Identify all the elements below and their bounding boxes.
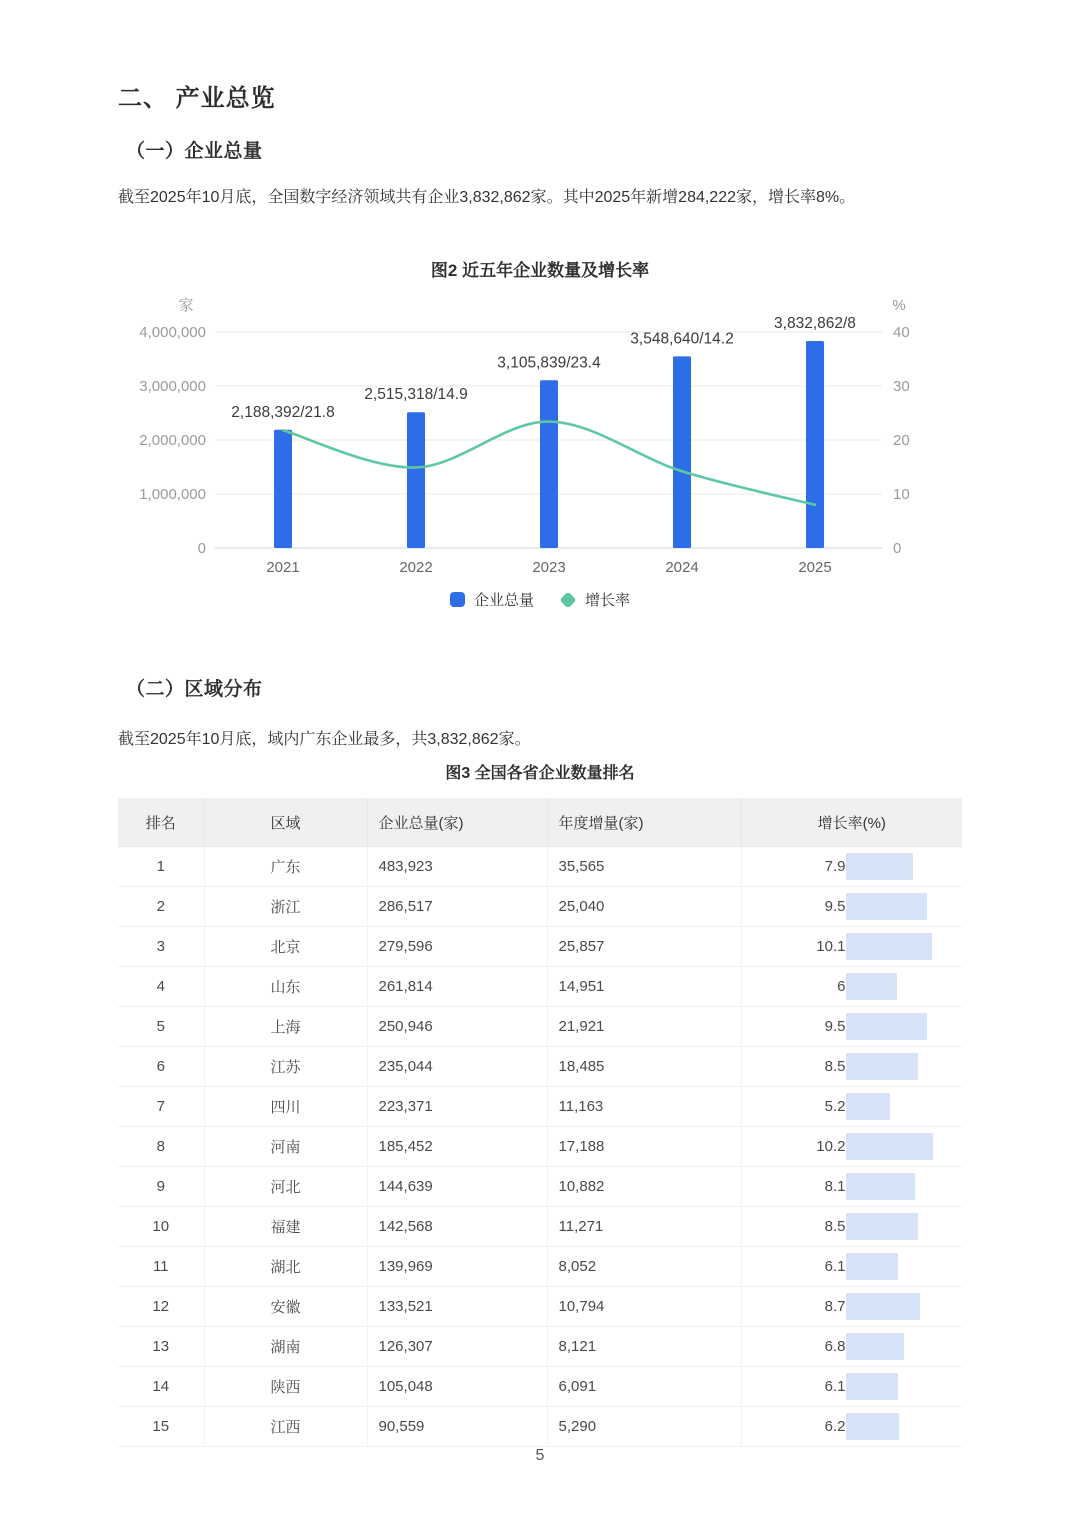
cell-total: 142,568 bbox=[367, 1207, 547, 1247]
cell-increase: 25,040 bbox=[547, 887, 741, 927]
section-heading: 二、 产业总览 bbox=[118, 85, 276, 112]
cell-increase: 11,271 bbox=[547, 1207, 741, 1247]
left-axis-tick: 3,000,000 bbox=[139, 378, 206, 395]
cell-increase: 10,882 bbox=[547, 1167, 741, 1207]
bar-series-swatch-icon bbox=[450, 592, 465, 607]
cell-region: 浙江 bbox=[204, 887, 367, 927]
right-axis-unit: % bbox=[892, 297, 906, 314]
growth-rate-value: 8.7 bbox=[824, 1298, 846, 1315]
growth-rate-bar bbox=[846, 853, 913, 880]
growth-rate-value: 10.1 bbox=[816, 938, 846, 955]
combo-chart bbox=[0, 290, 1080, 586]
growth-rate-value: 6 bbox=[837, 978, 846, 995]
legend-label-line: 增长率 bbox=[585, 592, 631, 609]
growth-rate-bar bbox=[846, 1013, 927, 1040]
x-axis-label: 2021 bbox=[266, 559, 300, 576]
growth-rate-value: 6.8 bbox=[824, 1338, 846, 1355]
table-row bbox=[118, 967, 962, 1007]
cell-total: 250,946 bbox=[367, 1007, 547, 1047]
cell-region: 安徽 bbox=[204, 1287, 367, 1327]
growth-rate-value: 9.5 bbox=[824, 898, 846, 915]
cell-rank: 3 bbox=[118, 927, 204, 967]
table-row bbox=[118, 1087, 962, 1127]
growth-rate-bar bbox=[846, 1413, 899, 1440]
cell-rank: 11 bbox=[118, 1247, 204, 1287]
cell-region: 河南 bbox=[204, 1127, 367, 1167]
cell-region: 北京 bbox=[204, 927, 367, 967]
cell-rank: 14 bbox=[118, 1367, 204, 1407]
province-rank-table bbox=[118, 798, 962, 1447]
cell-region: 山东 bbox=[204, 967, 367, 1007]
growth-rate-wrap bbox=[742, 887, 963, 926]
growth-rate-value: 8.5 bbox=[824, 1218, 846, 1235]
growth-rate-wrap bbox=[742, 967, 963, 1006]
cell-total: 279,596 bbox=[367, 927, 547, 967]
left-axis-unit: 家 bbox=[178, 297, 194, 314]
cell-growth-rate bbox=[741, 967, 962, 1007]
cell-rank: 10 bbox=[118, 1207, 204, 1247]
growth-rate-wrap bbox=[742, 847, 963, 886]
data-label: 3,832,862/8 bbox=[774, 315, 856, 332]
cell-increase: 8,052 bbox=[547, 1247, 741, 1287]
cell-region: 四川 bbox=[204, 1087, 367, 1127]
growth-rate-wrap bbox=[742, 1127, 963, 1166]
right-axis-tick: 0 bbox=[893, 540, 902, 557]
cell-rank: 4 bbox=[118, 967, 204, 1007]
cell-rank: 1 bbox=[118, 847, 204, 887]
cell-region: 陕西 bbox=[204, 1367, 367, 1407]
cell-rank: 9 bbox=[118, 1167, 204, 1207]
cell-increase: 6,091 bbox=[547, 1367, 741, 1407]
right-axis-tick: 30 bbox=[893, 378, 910, 395]
cell-rank: 6 bbox=[118, 1047, 204, 1087]
growth-rate-bar bbox=[846, 1213, 918, 1240]
cell-increase: 17,188 bbox=[547, 1127, 741, 1167]
cell-growth-rate bbox=[741, 1127, 962, 1167]
cell-increase: 10,794 bbox=[547, 1287, 741, 1327]
growth-rate-wrap bbox=[742, 1007, 963, 1046]
cell-total: 185,452 bbox=[367, 1127, 547, 1167]
cell-region: 湖北 bbox=[204, 1247, 367, 1287]
growth-rate-wrap bbox=[742, 927, 963, 966]
cell-growth-rate bbox=[741, 1287, 962, 1327]
bar-2025 bbox=[806, 341, 824, 548]
left-axis-tick: 1,000,000 bbox=[139, 486, 206, 503]
cell-growth-rate bbox=[741, 1007, 962, 1047]
cell-total: 286,517 bbox=[367, 887, 547, 927]
cell-increase: 35,565 bbox=[547, 847, 741, 887]
header-increase: 年度增量(家) bbox=[547, 798, 741, 847]
growth-rate-value: 8.5 bbox=[824, 1058, 846, 1075]
growth-rate-bar bbox=[846, 893, 927, 920]
province-table-body bbox=[118, 847, 962, 1447]
cell-increase: 21,921 bbox=[547, 1007, 741, 1047]
table-row bbox=[118, 1367, 962, 1407]
table-row bbox=[118, 1247, 962, 1287]
cell-increase: 8,121 bbox=[547, 1327, 741, 1367]
subsection1-paragraph: 截至2025年10月底，全国数字经济领域共有企业3,832,862家。其中2025年新增284,222家，增长率8%。 bbox=[118, 189, 856, 206]
growth-rate-value: 9.5 bbox=[824, 1018, 846, 1035]
right-axis-tick: 10 bbox=[893, 486, 910, 503]
cell-total: 133,521 bbox=[367, 1287, 547, 1327]
table-row bbox=[118, 927, 962, 967]
cell-total: 90,559 bbox=[367, 1407, 547, 1447]
cell-total: 139,969 bbox=[367, 1247, 547, 1287]
cell-region: 河北 bbox=[204, 1167, 367, 1207]
table-row bbox=[118, 1127, 962, 1167]
growth-rate-wrap bbox=[742, 1367, 963, 1406]
growth-rate-value: 5.2 bbox=[824, 1098, 846, 1115]
growth-rate-bar bbox=[846, 973, 897, 1000]
cell-total: 223,371 bbox=[367, 1087, 547, 1127]
table-row bbox=[118, 1327, 962, 1367]
cell-growth-rate bbox=[741, 1167, 962, 1207]
cell-growth-rate bbox=[741, 887, 962, 927]
cell-rank: 5 bbox=[118, 1007, 204, 1047]
chart-title: 图2 近五年企业数量及增长率 bbox=[430, 261, 650, 280]
header-region: 区域 bbox=[204, 798, 367, 847]
cell-rank: 15 bbox=[118, 1407, 204, 1447]
cell-increase: 11,163 bbox=[547, 1087, 741, 1127]
cell-rank: 7 bbox=[118, 1087, 204, 1127]
cell-rank: 13 bbox=[118, 1327, 204, 1367]
right-axis-tick: 40 bbox=[893, 324, 910, 341]
cell-region: 福建 bbox=[204, 1207, 367, 1247]
cell-growth-rate bbox=[741, 1327, 962, 1367]
growth-rate-value: 6.2 bbox=[824, 1418, 846, 1435]
chart-legend bbox=[0, 589, 1080, 610]
growth-rate-bar bbox=[846, 1173, 915, 1200]
cell-region: 江西 bbox=[204, 1407, 367, 1447]
bar-2021 bbox=[274, 430, 292, 548]
growth-rate-bar bbox=[846, 1053, 918, 1080]
table-row bbox=[118, 1007, 962, 1047]
header-growth-rate: 增长率(%) bbox=[741, 798, 962, 847]
cell-increase: 25,857 bbox=[547, 927, 741, 967]
right-axis-tick: 20 bbox=[893, 432, 910, 449]
growth-rate-bar bbox=[846, 1253, 898, 1280]
cell-increase: 14,951 bbox=[547, 967, 741, 1007]
header-rank: 排名 bbox=[118, 798, 204, 847]
line-series-swatch-icon bbox=[560, 591, 577, 608]
legend-item-line bbox=[560, 589, 630, 610]
growth-rate-value: 10.2 bbox=[816, 1138, 846, 1155]
cell-growth-rate bbox=[741, 1207, 962, 1247]
cell-growth-rate bbox=[741, 1047, 962, 1087]
legend-item-bars bbox=[450, 589, 534, 610]
cell-total: 261,814 bbox=[367, 967, 547, 1007]
table-row bbox=[118, 1287, 962, 1327]
growth-rate-bar bbox=[846, 1293, 920, 1320]
left-axis-tick: 2,000,000 bbox=[139, 432, 206, 449]
cell-growth-rate bbox=[741, 1407, 962, 1447]
table-row bbox=[118, 1207, 962, 1247]
left-axis-tick: 0 bbox=[197, 540, 206, 557]
left-axis-tick: 4,000,000 bbox=[139, 324, 206, 341]
table-row bbox=[118, 887, 962, 927]
subsection1-heading: （一）企业总量 bbox=[126, 141, 263, 162]
data-label: 2,188,392/21.8 bbox=[231, 403, 335, 421]
table-row bbox=[118, 1047, 962, 1087]
cell-increase: 5,290 bbox=[547, 1407, 741, 1447]
table-row bbox=[118, 1167, 962, 1207]
cell-region: 上海 bbox=[204, 1007, 367, 1047]
growth-rate-bar bbox=[846, 1333, 904, 1360]
table-row bbox=[118, 847, 962, 887]
table-title: 图3 全国各省企业数量排名 bbox=[445, 765, 635, 782]
header-total: 企业总量(家) bbox=[367, 798, 547, 847]
data-label: 3,105,839/23.4 bbox=[497, 354, 601, 372]
growth-rate-bar bbox=[846, 933, 932, 960]
growth-rate-value: 8.1 bbox=[824, 1178, 846, 1195]
growth-rate-wrap bbox=[742, 1087, 963, 1126]
cell-rank: 8 bbox=[118, 1127, 204, 1167]
cell-increase: 18,485 bbox=[547, 1047, 741, 1087]
growth-rate-wrap bbox=[742, 1327, 963, 1366]
cell-region: 湖南 bbox=[204, 1327, 367, 1367]
growth-rate-value: 7.9 bbox=[824, 858, 846, 875]
growth-rate-wrap bbox=[742, 1407, 963, 1446]
growth-rate-wrap bbox=[742, 1287, 963, 1326]
cell-rank: 2 bbox=[118, 887, 204, 927]
growth-rate-value: 6.1 bbox=[824, 1378, 846, 1395]
page-number: 5 bbox=[535, 1447, 545, 1464]
cell-total: 144,639 bbox=[367, 1167, 547, 1207]
cell-growth-rate bbox=[741, 1087, 962, 1127]
growth-rate-bar bbox=[846, 1093, 890, 1120]
subsection2-heading: （二）区域分布 bbox=[126, 679, 263, 700]
table-row bbox=[118, 1407, 962, 1447]
growth-rate-wrap bbox=[742, 1247, 963, 1286]
cell-growth-rate bbox=[741, 1247, 962, 1287]
table-header-row bbox=[118, 798, 962, 847]
x-axis-label: 2025 bbox=[798, 559, 832, 576]
cell-region: 广东 bbox=[204, 847, 367, 887]
x-axis-label: 2023 bbox=[532, 559, 566, 576]
cell-total: 105,048 bbox=[367, 1367, 547, 1407]
bar-2024 bbox=[673, 356, 691, 548]
data-label: 2,515,318/14.9 bbox=[364, 386, 468, 404]
growth-rate-bar bbox=[846, 1133, 933, 1160]
legend-label-bars: 企业总量 bbox=[473, 592, 534, 609]
data-label: 3,548,640/14.2 bbox=[630, 330, 734, 348]
bar-2022 bbox=[407, 412, 425, 548]
subsection2-paragraph: 截至2025年10月底，域内广东企业最多，共3,832,862家。 bbox=[118, 731, 531, 748]
growth-rate-wrap bbox=[742, 1167, 963, 1206]
cell-total: 126,307 bbox=[367, 1327, 547, 1367]
growth-rate-wrap bbox=[742, 1207, 963, 1246]
cell-growth-rate bbox=[741, 927, 962, 967]
cell-growth-rate bbox=[741, 847, 962, 887]
growth-rate-wrap bbox=[742, 1047, 963, 1086]
growth-rate-bar bbox=[846, 1373, 898, 1400]
cell-growth-rate bbox=[741, 1367, 962, 1407]
cell-total: 235,044 bbox=[367, 1047, 547, 1087]
cell-region: 江苏 bbox=[204, 1047, 367, 1087]
x-axis-label: 2022 bbox=[399, 559, 433, 576]
growth-rate-value: 6.1 bbox=[824, 1258, 846, 1275]
bar-2023 bbox=[540, 380, 558, 548]
cell-rank: 12 bbox=[118, 1287, 204, 1327]
x-axis-label: 2024 bbox=[665, 559, 699, 576]
cell-total: 483,923 bbox=[367, 847, 547, 887]
